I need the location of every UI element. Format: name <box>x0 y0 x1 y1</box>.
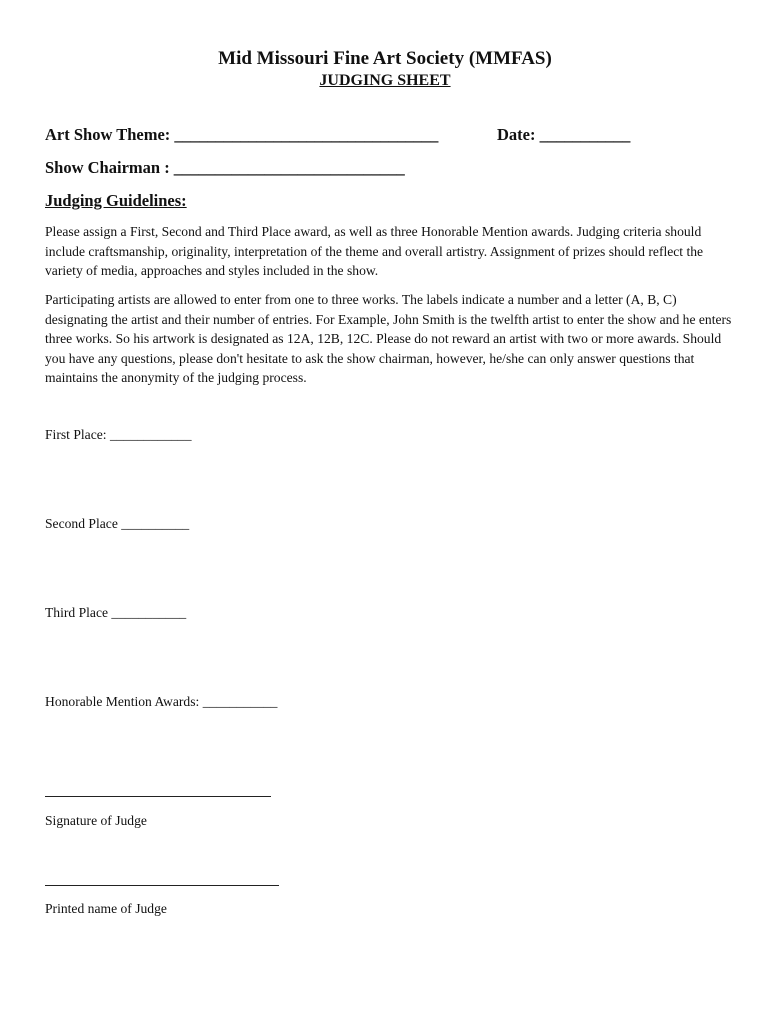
printed-name-of-judge-label: Printed name of Judge <box>45 901 167 916</box>
date-field[interactable]: Date: ___________ <box>497 125 631 144</box>
judging-guidelines-heading: Judging Guidelines: <box>45 191 187 210</box>
document-title: Mid Missouri Fine Art Society (MMFAS) <box>218 48 552 69</box>
honorable-mention-field[interactable]: Honorable Mention Awards: ___________ <box>45 694 278 709</box>
signature-line[interactable] <box>45 796 271 797</box>
show-chairman-field[interactable]: Show Chairman : ____________________________ <box>45 158 405 177</box>
second-place-field[interactable]: Second Place __________ <box>45 516 190 531</box>
first-place-field[interactable]: First Place: ____________ <box>45 427 192 442</box>
guidelines-paragraph-1: Please assign a First, Second and Third Place award, as well as three Honorable Mention awards. Judging criteria should include craftsmanship, originality, interpretation of the theme and overall artistry. Assignment of prizes should reflect the variety of media, approaches and styles included in the show. <box>45 224 704 278</box>
signature-of-judge-label: Signature of Judge <box>45 813 147 828</box>
printed-name-line[interactable] <box>45 885 279 886</box>
third-place-field[interactable]: Third Place ___________ <box>45 605 187 620</box>
guidelines-paragraph-2: Participating artists are allowed to enter from one to three works. The labels indicate a number and a letter (A, B, C) designating the artist and their number of entries. For Example, John Smith is the twelfth artist to enter the show and he enters three works. So his artwork is designated as 12A, 12B, 12C. Please do not reward an artist with two or more awards. Should you have any questions, please don't hesitate to ask the show chairman, however, he/she can only answer questions that maintains the anonymity of the judging process. <box>45 292 732 385</box>
art-show-theme-field[interactable]: Art Show Theme: ________________________________ <box>45 125 439 144</box>
document-subtitle: JUDGING SHEET <box>319 72 451 89</box>
